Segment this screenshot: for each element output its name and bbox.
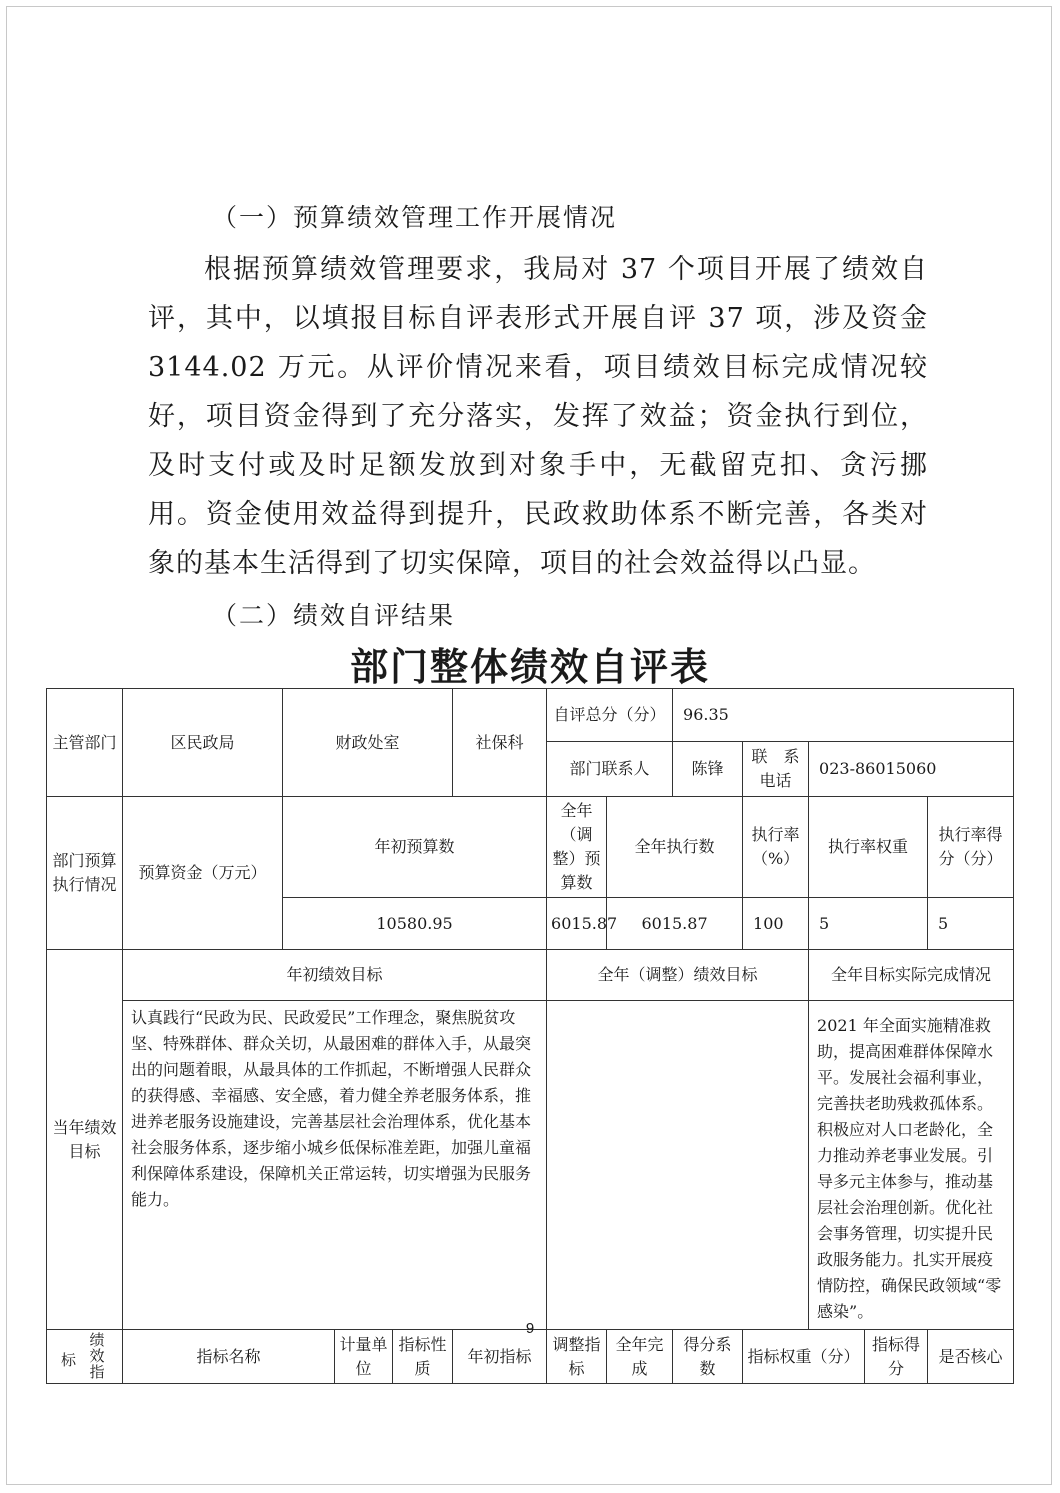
ind-col-score: 指标得分	[865, 1330, 928, 1384]
ind-col-initial: 年初指标	[453, 1330, 547, 1384]
total-score-value: 96.35	[673, 689, 1014, 742]
ind-col-core: 是否核心	[928, 1330, 1014, 1384]
ind-col-nature: 指标性质	[393, 1330, 453, 1384]
indicator-side-1: 标	[61, 1350, 77, 1369]
col-exec-rate: 执行率（%）	[743, 797, 809, 898]
col-adjusted-goal: 全年（调整）绩效目标	[547, 950, 809, 1001]
section1-heading: （一）预算绩效管理工作开展情况	[212, 203, 618, 232]
section1-body: 根据预算绩效管理要求，我局对 37 个项目开展了绩效自评，其中，以填报目标自评表形式开展自评 37 项，涉及资金 3144.02 万元。从评价情况来看，项目绩效目标完成情况较好，项目资金得到了充分落实，发挥了效益；资金执行到位，及时支付或及时足额发放到对象手中，无截留克扣、贪污挪用。资金使用效益得到提升，民政救助体系不断完善，各类对象的基本生活得到了切实保障，项目的社会效益得以凸显。	[148, 254, 928, 579]
val-initial-budget: 10580.95	[283, 898, 547, 950]
contact-name: 陈锋	[673, 742, 743, 797]
val-exec-rate: 100	[743, 898, 809, 950]
goal-section-label: 当年绩效目标	[47, 950, 123, 1330]
contact-label: 部门联系人	[547, 742, 673, 797]
val-adjusted-budget: 6015.87	[547, 898, 607, 950]
val-rate-weight: 5	[809, 898, 928, 950]
social-section: 社保科	[453, 689, 547, 797]
val-rate-score: 5	[928, 898, 1014, 950]
adjusted-goal-text	[547, 1001, 809, 1330]
phone-value: 023-86015060	[809, 742, 1014, 797]
ind-col-weight: 指标权重（分）	[743, 1330, 865, 1384]
phone-label: 联 系电话	[743, 742, 809, 797]
actual-completion-text: 2021 年全面实施精准救助，提高困难群体保障水平。发展社会福利事业，完善扶老助残救孤体系。积极应对人口老龄化，全力推动养老事业发展。引导多元主体参与，推动基层社会治理创新。优化社会事务管理，切实提升民政服务能力。扎实开展疫情防控，确保民政领域“零感染”。	[809, 1001, 1014, 1330]
col-adjusted-budget: 全年（调整）预算数	[547, 797, 607, 898]
indicator-side-2: 绩效指	[89, 1330, 105, 1381]
col-initial-goal: 年初绩效目标	[123, 950, 547, 1001]
ind-col-adjusted: 调整指标	[547, 1330, 607, 1384]
evaluation-table	[46, 688, 1014, 1384]
col-rate-score: 执行率得分（分）	[928, 797, 1014, 898]
col-annual-exec: 全年执行数	[607, 797, 743, 898]
ind-col-coef: 得分系数	[673, 1330, 743, 1384]
val-annual-exec: 6015.87	[607, 898, 743, 950]
col-rate-weight: 执行率权重	[809, 797, 928, 898]
page-number: 9	[525, 1320, 535, 1337]
indicator-side-label	[47, 1330, 123, 1384]
ind-col-unit: 计量单位	[335, 1330, 393, 1384]
dept-name: 区民政局	[123, 689, 283, 797]
finance-office: 财政处室	[283, 689, 453, 797]
budget-section-label: 部门预算执行情况	[47, 797, 123, 950]
dept-label: 主管部门	[47, 689, 123, 797]
table-title: 部门整体绩效自评表	[349, 644, 710, 689]
ind-col-complete: 全年完成	[607, 1330, 673, 1384]
budget-funds-label: 预算资金（万元）	[123, 797, 283, 950]
col-actual-completion: 全年目标实际完成情况	[809, 950, 1014, 1001]
ind-col-name: 指标名称	[123, 1330, 335, 1384]
section2-heading: （二）绩效自评结果	[212, 601, 456, 630]
total-score-label: 自评总分（分）	[547, 689, 673, 742]
col-initial-budget: 年初预算数	[283, 797, 547, 898]
initial-goal-text: 认真践行“民政为民、民政爱民”工作理念，聚焦脱贫攻坚、特殊群体、群众关切，从最困难的群体入手，从最突出的问题着眼，从最具体的工作抓起，不断增强人民群众的获得感、幸福感、安全感，着力健全养老服务体系，推进养老服务设施建设，完善基层社会治理体系，优化基本社会服务体系，逐步缩小城乡低保标准差距，加强儿童福利保障体系建设，保障机关正常运转，切实增强为民服务能力。	[123, 1001, 547, 1330]
